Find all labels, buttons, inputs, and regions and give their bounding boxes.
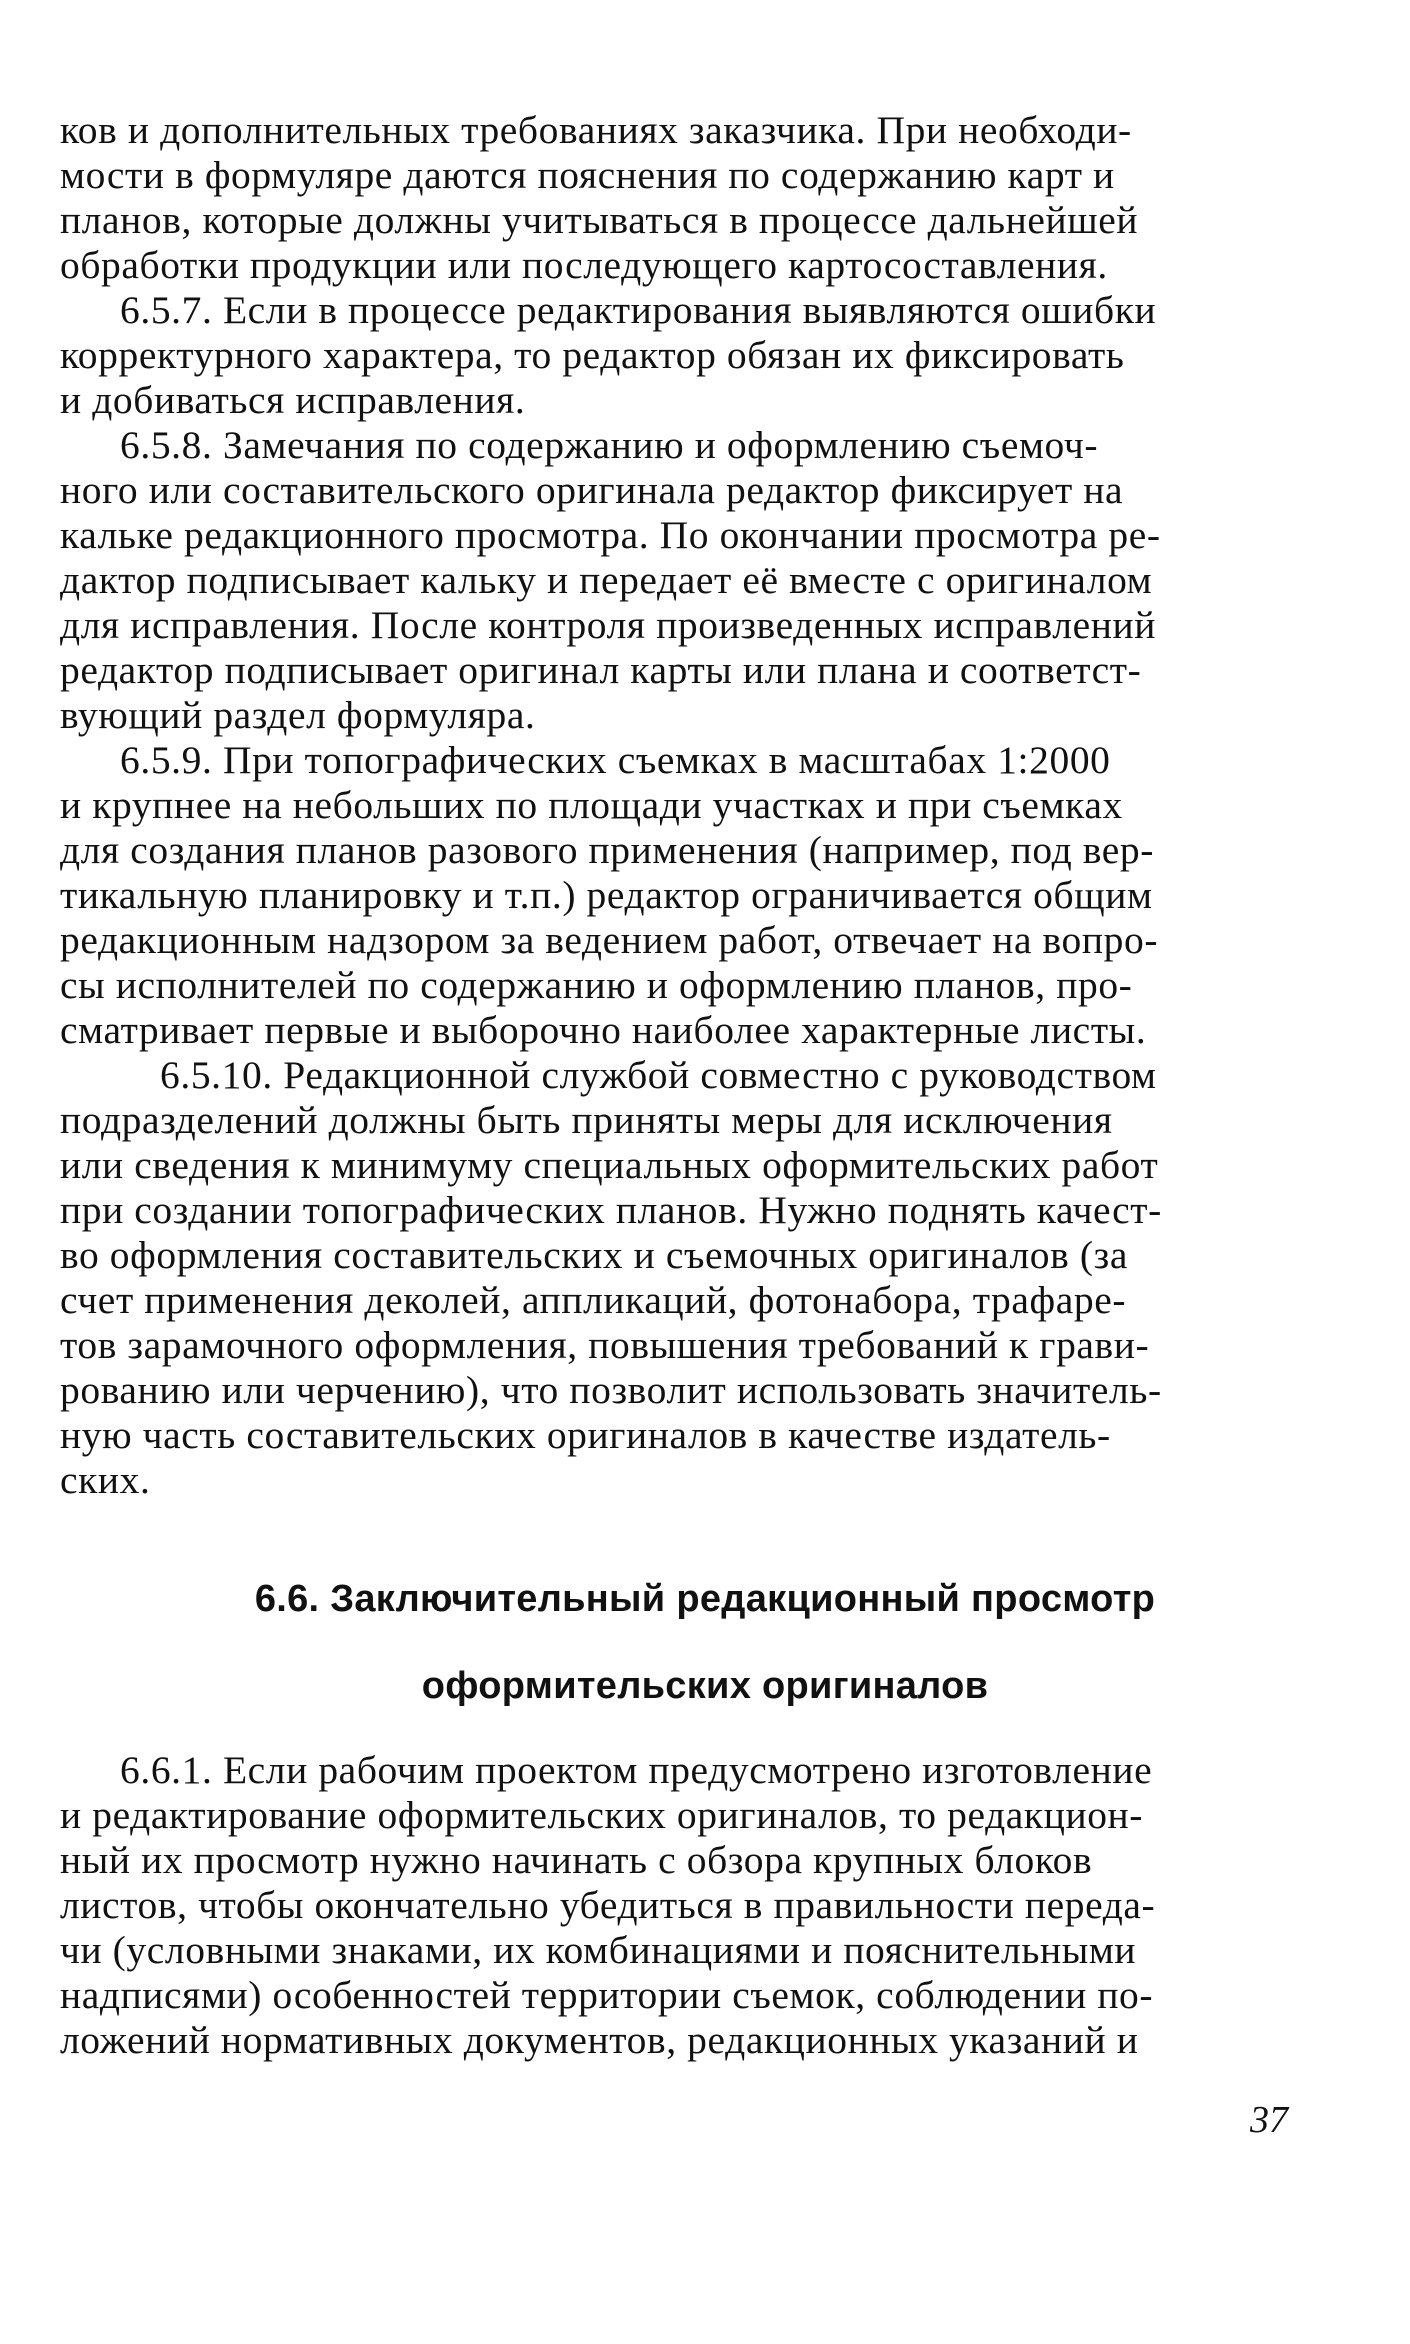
- text-line: подразделений должны быть приняты меры для исключения: [60, 1098, 1113, 1142]
- text-line: надписями) особенностей территории съемок, соблюдении по-: [60, 1973, 1154, 2017]
- text-line: ную часть составительских оригиналов в качестве издатель-: [60, 1413, 1111, 1457]
- text-line: дактор подписывает кальку и передает её вместе с оригиналом: [60, 558, 1153, 602]
- text-line: корректурного характера, то редактор обязан их фиксировать: [60, 333, 1125, 377]
- text-line: ложений нормативных документов, редакционных указаний и: [60, 2018, 1139, 2062]
- text-line: тов зарамочного оформления, повышения требований к грави-: [60, 1323, 1150, 1367]
- section-heading-line-1: 6.6. Заключительный редакционный просмотр: [254, 1578, 1156, 1620]
- text-line: сы исполнителей по содержанию и оформлению планов, про-: [60, 963, 1133, 1007]
- section-heading-line-2: оформительских оригиналов: [421, 1665, 989, 1707]
- text-line: чи (условными знаками, их комбинациями и пояснительными: [60, 1928, 1137, 1972]
- text-line: и крупнее на небольших по площади участках и при съемках: [60, 783, 1123, 827]
- text-line: мости в формуляре даются пояснения по содержанию карт и: [60, 153, 1115, 197]
- text-line: 6.5.9. При топографических съемках в масштабах 1:2000: [120, 738, 1111, 782]
- text-line: и добиваться исправления.: [60, 378, 526, 422]
- page-number: 37: [1250, 2099, 1288, 2141]
- body-text-top: [60, 108, 1305, 1503]
- text-line: или сведения к минимуму специальных оформительских работ: [60, 1143, 1159, 1187]
- text-line: рованию или черчению), что позволит использовать значитель-: [60, 1368, 1162, 1412]
- text-line: 6.5.8. Замечания по содержанию и оформлению съемоч-: [120, 423, 1099, 467]
- text-line: ских.: [60, 1458, 151, 1502]
- text-line: листов, чтобы окончательно убедиться в правильности переда-: [60, 1883, 1156, 1927]
- text-line: обработки продукции или последующего картосоставления.: [60, 243, 1108, 287]
- text-line: для создания планов разового применения (например, под вер-: [60, 828, 1155, 872]
- text-line: сматривает первые и выборочно наиболее характерные листы.: [60, 1008, 1147, 1052]
- text-line: тикальную планировку и т.п.) редактор ограничивается общим: [60, 873, 1153, 917]
- text-line: 6.5.7. Если в процессе редактирования выявляются ошибки: [120, 288, 1157, 332]
- text-line: во оформления составительских и съемочных оригиналов (за: [60, 1233, 1128, 1277]
- text-line: при создании топографических планов. Нужно поднять качест-: [60, 1188, 1162, 1232]
- text-line: кальке редакционного просмотра. По окончании просмотра ре-: [60, 513, 1161, 557]
- text-line: ный их просмотр нужно начинать с обзора крупных блоков: [60, 1838, 1093, 1882]
- text-line: 6.6.1. Если рабочим проектом предусмотрено изготовление: [120, 1748, 1153, 1792]
- text-line: редактор подписывает оригинал карты или плана и соответст-: [60, 648, 1142, 692]
- text-line: ков и дополнительных требованиях заказчика. При необходи-: [60, 108, 1132, 152]
- text-line: ного или составительского оригинала редактор фиксирует на: [60, 468, 1124, 512]
- text-line: для исправления. После контроля произведенных исправлений: [60, 603, 1156, 647]
- text-line: 6.5.10. Редакционной службой совместно с руководством: [160, 1053, 1157, 1097]
- body-text-bottom: [60, 1748, 1305, 2063]
- text-line: счет применения деколей, аппликаций, фотонабора, трафаре-: [60, 1278, 1127, 1322]
- text-line: редакционным надзором за ведением работ, отвечает на вопро-: [60, 918, 1159, 962]
- text-line: вующий раздел формуляра.: [60, 693, 536, 737]
- text-line: планов, которые должны учитываться в процессе дальнейшей: [60, 198, 1139, 242]
- text-line: и редактирование оформительских оригиналов, то редакцион-: [60, 1793, 1144, 1837]
